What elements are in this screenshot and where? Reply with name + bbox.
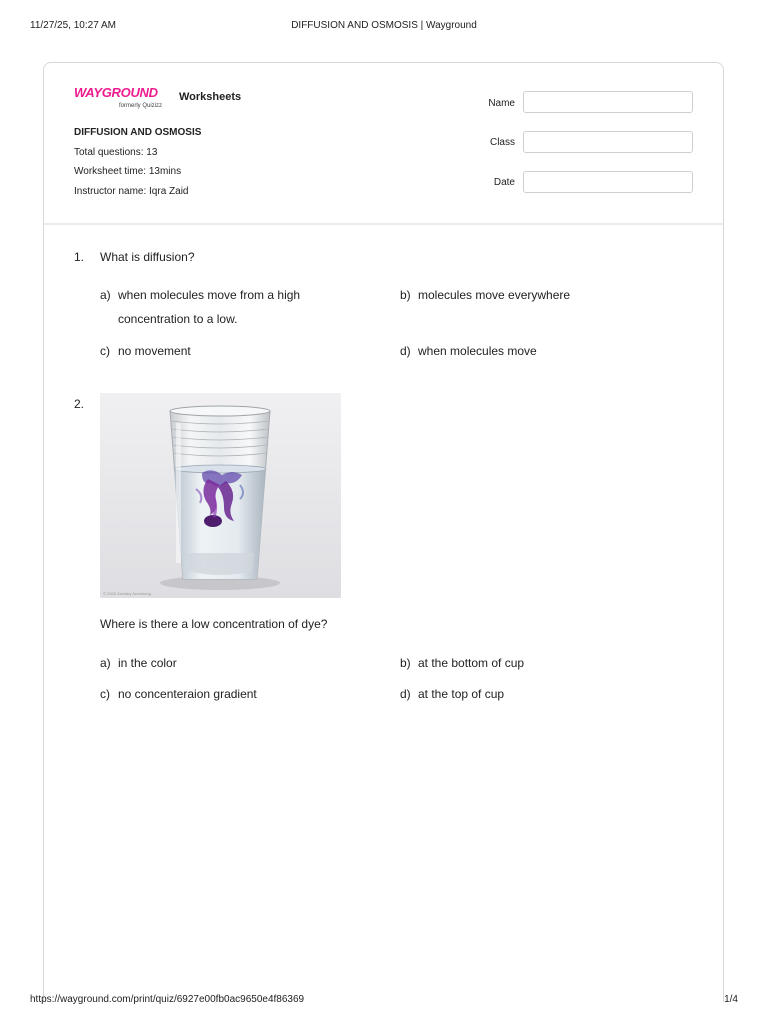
option-text: molecules move everywhere (418, 288, 571, 302)
glass-with-dye-illustration (100, 393, 341, 598)
print-datetime: 11/27/25, 10:27 AM (30, 20, 116, 31)
print-page-title: DIFFUSION AND OSMOSIS | Wayground (291, 20, 477, 31)
image-caption: © 2006 Zachary Armstrong (103, 591, 151, 596)
option-letter: d) (400, 344, 411, 358)
answer-option (400, 682, 504, 706)
option-text: at the top of cup (418, 687, 505, 701)
option-text: concentration to a low. (118, 312, 238, 326)
logo-subtext: formerly Quizizz (119, 103, 163, 109)
worksheets-label: Worksheets (179, 91, 242, 103)
answer-option (100, 339, 191, 363)
class-field[interactable] (523, 131, 693, 153)
worksheet-title: DIFFUSION AND OSMOSIS (74, 127, 202, 138)
name-field[interactable] (523, 91, 693, 113)
answer-option (400, 283, 570, 307)
option-letter: a) (100, 288, 111, 302)
date-label: Date (493, 177, 515, 188)
option-letter: d) (400, 687, 411, 701)
option-text: in the color (118, 656, 177, 670)
option-text: at the bottom of cup (418, 656, 525, 670)
instructor-name: Instructor name: Iqra Zaid (74, 186, 189, 197)
answer-option (100, 682, 257, 706)
answer-option (100, 651, 177, 675)
wayground-logo (74, 85, 174, 113)
question-image (100, 393, 341, 598)
date-field[interactable] (523, 171, 693, 193)
option-letter: c) (100, 344, 110, 358)
option-text: when molecules move (418, 344, 537, 358)
question-number: 2. (74, 397, 85, 411)
class-label: Class (489, 137, 515, 148)
option-text: no concenteraion gradient (118, 687, 257, 701)
logo-wordmark: WAYGROUND (74, 85, 158, 100)
question-text: Where is there a low concentration of dye? (100, 617, 328, 631)
answer-option (400, 339, 537, 363)
option-text: when molecules move from a high (118, 288, 301, 302)
worksheet-header (44, 63, 723, 225)
option-letter: a) (100, 656, 111, 670)
question-number: 1. (74, 250, 85, 264)
answer-option (400, 651, 524, 675)
name-label: Name (488, 98, 515, 109)
print-url: https://wayground.com/print/quiz/6927e00fb0ac9650e4f86369 (30, 994, 305, 1005)
option-text: no movement (118, 344, 191, 358)
page-indicator: 1/4 (724, 994, 738, 1005)
option-letter: b) (400, 656, 411, 670)
worksheet-card (43, 62, 724, 1002)
option-letter: c) (100, 687, 110, 701)
total-questions: Total questions: 13 (74, 147, 158, 158)
worksheet-time: Worksheet time: 13mins (74, 166, 182, 177)
option-letter: b) (400, 288, 411, 302)
question-text: What is diffusion? (100, 250, 195, 264)
answer-option (100, 283, 300, 331)
